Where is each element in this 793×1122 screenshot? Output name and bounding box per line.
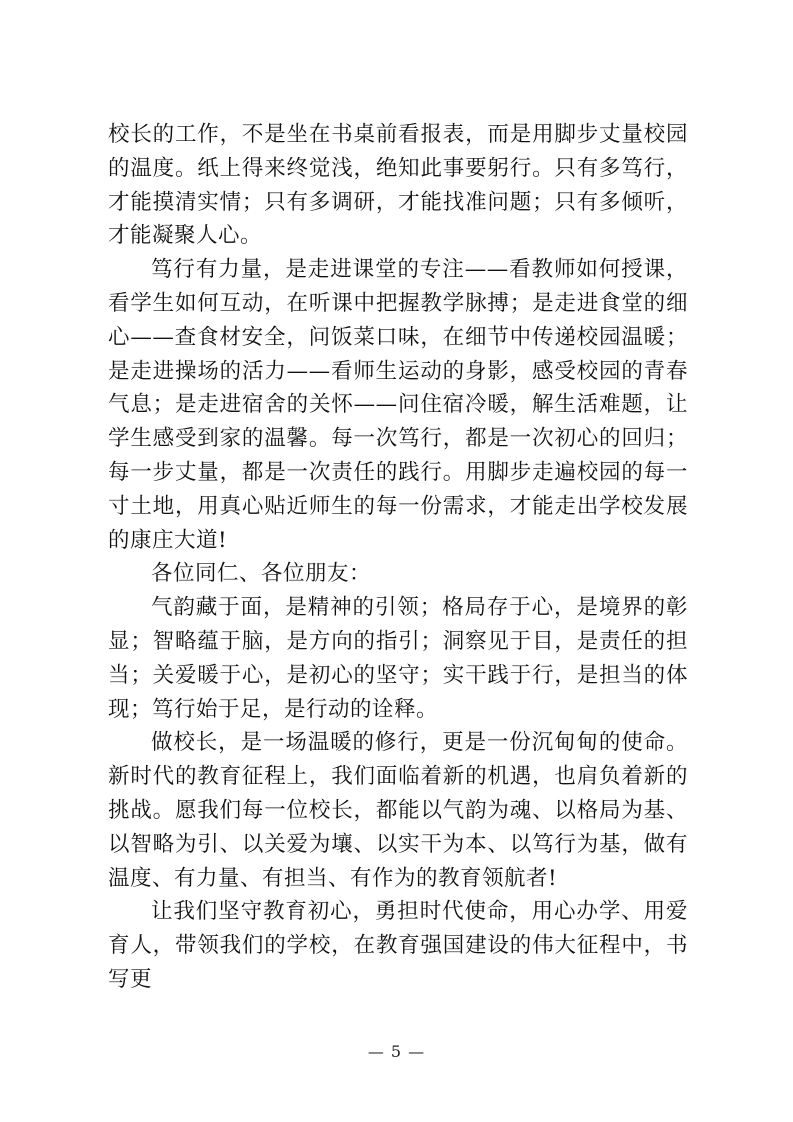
paragraph-5: 让我们坚守教育初心，勇担时代使命，用心办学、用爱育人，带领我们的学校，在教育强国建设的伟大征程中，书写更 bbox=[108, 899, 688, 992]
paragraph-2: 笃行有力量，是走进课堂的专注——看教师如何授课，看学生如何互动，在听课中把握教学脉搏；是走进食堂的细心——查食材安全，问饭菜口味，在细节中传递校园温暖；是走进操场的活力——看师生运动的身影，感受校园的青春气息；是走进宿舍的关怀——问住宿冷暖，解生活难题，让学生感受到家的温馨。每一次笃行，都是一次初心的回归；每一步丈量，都是一次责任的践行。用脚步走遍校园的每一寸土地，用真心贴近师生的每一份需求，才能走出学校发展的康庄大道! bbox=[108, 257, 688, 553]
paragraph-3: 气韵藏于面，是精神的引领；格局存于心，是境界的彰显；智略蕴于脑，是方向的指引；洞察见于目，是责任的担当；关爱暖于心，是初心的坚守；实干践于行，是担当的体现；笃行始于足，是行动的诠释。 bbox=[108, 595, 688, 722]
page-number: — 5 — bbox=[367, 1042, 426, 1061]
paragraph-4: 做校长，是一场温暖的修行，更是一份沉甸甸的使命。新时代的教育征程上，我们面临着新的机遇，也肩负着新的挑战。愿我们每一位校长，都能以气韵为魂、以格局为基、以智略为引、以关爱为壤、以实干为本、以笃行为基，做有温度、有力量、有担当、有作为的教育领航者! bbox=[108, 730, 688, 891]
body-text bbox=[108, 118, 688, 997]
salutation: 各位同仁、各位朋友： bbox=[151, 561, 372, 587]
paragraph-1: 校长的工作，不是坐在书桌前看报表，而是用脚步丈量校园的温度。纸上得来终觉浅，绝知此事要躬行。只有多笃行，才能摸清实情；只有多调研，才能找准问题；只有多倾听，才能凝聚人心。 bbox=[108, 122, 688, 249]
